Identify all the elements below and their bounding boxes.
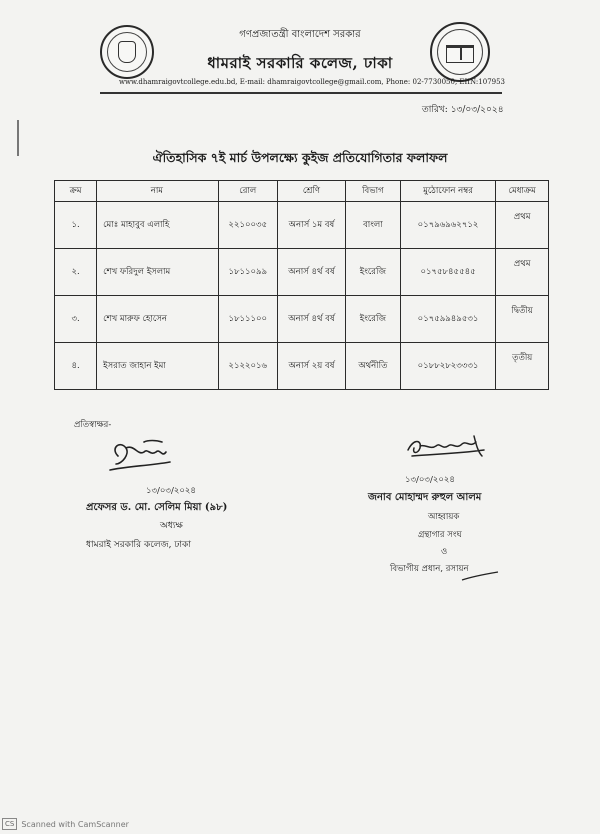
convener-department: বিভাগীয় প্রধান, রসায়ন (390, 564, 469, 574)
cell-name: ইসরাত জাহান ইমা (97, 343, 219, 390)
convener-sign-date: ১৩/০৩/২০২৪ (405, 475, 455, 485)
header-merit: মেধাক্রম (496, 181, 549, 202)
header-serial: ক্রম (55, 181, 97, 202)
header-roll: রোল (218, 181, 277, 202)
convener-role: আহ্বায়ক (428, 512, 460, 522)
header-class: শ্রেণি (277, 181, 345, 202)
cell-merit: প্রথম (496, 249, 549, 296)
college-name: ধামরাই সরকারি কলেজ, ঢাকা (207, 54, 393, 72)
convener-conjunction: ও (441, 547, 448, 557)
cell-class: অনার্স ২য় বর্ষ (277, 343, 345, 390)
cell-class: অনার্স ১ম বর্ষ (277, 202, 345, 249)
handwritten-underline (460, 570, 500, 582)
cell-merit: তৃতীয় (496, 343, 549, 390)
college-contact-line: www.dhamraigovtcollege.edu.bd, E-mail: dhamraigovtcollege@gmail.com, Phone: 02-7730050, EIIN:107953 (118, 78, 506, 86)
cell-department: অর্থনীতি (346, 343, 401, 390)
table-row (55, 202, 549, 249)
cell-merit: প্রথম (496, 202, 549, 249)
header-department: বিভাগ (346, 181, 401, 202)
cell-merit: দ্বিতীয় (496, 296, 549, 343)
table-row (55, 343, 549, 390)
table-header-row (55, 181, 549, 202)
table-row (55, 296, 549, 343)
cell-roll: ২১২২০১৬ (218, 343, 277, 390)
cell-serial: ৪. (55, 343, 97, 390)
principal-role: অধ্যক্ষ (160, 521, 183, 531)
cell-serial: ১. (55, 202, 97, 249)
result-title: ঐতিহাসিক ৭ই মার্চ উপলক্ষ্যে কুইজ প্রতিযোগিতার ফলাফল (152, 150, 448, 165)
principal-college: ধামরাই সরকারি কলেজ, ঢাকা (86, 540, 191, 550)
header-name: নাম (97, 181, 219, 202)
principal-name: প্রফেসর ড. মো. সেলিম মিয়া (৯৮) (86, 502, 228, 513)
cell-serial: ৩. (55, 296, 97, 343)
cell-department: ইংরেজি (346, 296, 401, 343)
convener-unit: গ্রন্থাগার সংঘ (418, 530, 462, 540)
cell-department: বাংলা (346, 202, 401, 249)
cell-name: শেখ মারুফ হোসেন (97, 296, 219, 343)
scanner-footer (2, 818, 129, 830)
cell-mobile: ০১৭৯৬৯৬২৭১২ (400, 202, 496, 249)
principal-signature (104, 434, 184, 474)
cell-class: অনার্স ৪র্থ বর্ষ (277, 249, 345, 296)
issue-date: তারিখ: ১৩/০৩/২০২৪ (422, 105, 504, 115)
cell-roll: ১৮১১০৯৯ (218, 249, 277, 296)
header-divider (100, 92, 502, 94)
cell-class: অনার্স ৪র্থ বর্ষ (277, 296, 345, 343)
cell-roll: ২২১০০৩৫ (218, 202, 277, 249)
cell-mobile: ০১৮৮২৮২৩৩৩১ (400, 343, 496, 390)
cell-name: শেখ ফরিদুল ইসলাম (97, 249, 219, 296)
cell-mobile: ০১৭৫৯৯৪৯৫৩১ (400, 296, 496, 343)
header-mobile: মুঠোফোন নম্বর (400, 181, 496, 202)
cell-department: ইংরেজি (346, 249, 401, 296)
table-row (55, 249, 549, 296)
cell-roll: ১৮১১১০০ (218, 296, 277, 343)
camscanner-badge: CS (2, 818, 17, 830)
cell-mobile: ০১৭৫৮৪৫৫৪৫ (400, 249, 496, 296)
result-table (54, 180, 549, 390)
countersign-label: প্রতিস্বাক্ষর- (74, 420, 112, 430)
principal-sign-date: ১৩/০৩/২০২৪ (146, 486, 196, 496)
scanner-watermark-text: Scanned with CamScanner (21, 819, 129, 829)
cell-name: মোঃ মাহাবুব এলাহি (97, 202, 219, 249)
government-heading: গণপ্রজাতন্ত্রী বাংলাদেশ সরকার (239, 29, 361, 40)
cell-serial: ২. (55, 249, 97, 296)
convener-name: জনাব মোহাম্মদ রুহুল আলম (368, 492, 482, 503)
convener-signature (404, 432, 488, 462)
